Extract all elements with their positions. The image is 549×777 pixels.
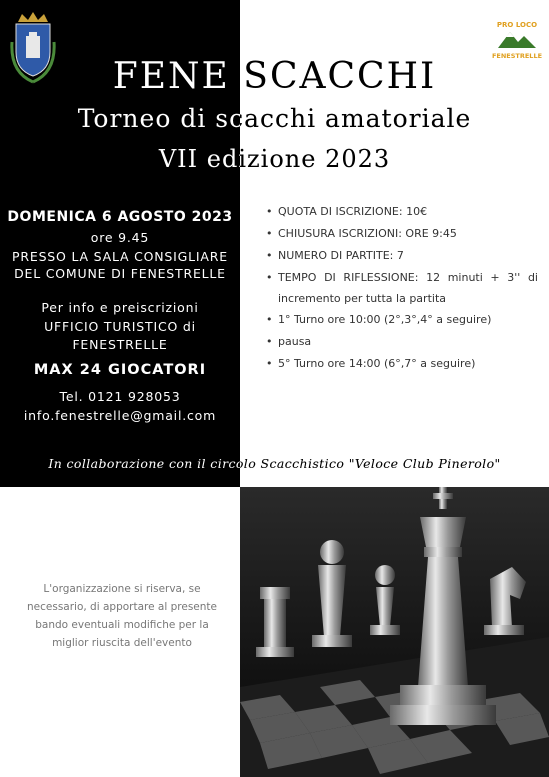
- collaboration-note: In collaborazione con il circolo Scacchistico "Veloce Club Pinerolo": [48, 456, 501, 471]
- pro-loco-top-text: PRO LOCO: [496, 21, 538, 29]
- rule-time: • TEMPO DI RIFLESSIONE: 12 minuti + 3'' di incremento per tutta la partita: [266, 267, 538, 309]
- chess-pieces-illustration: [240, 487, 549, 777]
- subtitle: Torneo di scacchi amatoriale: [77, 104, 472, 133]
- event-time: ore 9.45: [90, 230, 150, 245]
- tournament-rules-list: [266, 205, 538, 379]
- info-line2: UFFICIO TURISTICO di: [44, 319, 196, 334]
- disclaimer-line3: bando eventuali modifiche per la: [35, 619, 209, 631]
- email-address[interactable]: info.fenestrelle@gmail.com: [23, 408, 217, 423]
- max-players: MAX 24 GIOCATORI: [33, 362, 207, 378]
- chess-photo: [240, 487, 549, 777]
- disclaimer: [22, 580, 222, 652]
- rule-round-1: • 1° Turno ore 10:00 (2°,3°,4° a seguire): [266, 313, 538, 327]
- rule-fee: • QUOTA DI ISCRIZIONE: 10€: [266, 205, 538, 219]
- phone-number: Tel. 0121 928053: [59, 389, 181, 404]
- disclaimer-line1: L'organizzazione si riserva, se: [43, 583, 201, 595]
- info-line1: Per info e preiscrizioni: [41, 300, 199, 315]
- info-line3: FENESTRELLE: [72, 337, 168, 352]
- disclaimer-line2: necessario, di apportare al presente: [27, 601, 217, 613]
- pro-loco-bottom-text: FENESTRELLE: [492, 52, 542, 60]
- rule-pause: • pausa: [266, 335, 538, 349]
- event-place-line2: DEL COMUNE DI FENESTRELLE: [14, 266, 226, 281]
- rule-games: • NUMERO DI PARTITE: 7: [266, 249, 538, 263]
- event-place-line1: PRESSO LA SALA CONSIGLIARE: [12, 249, 228, 264]
- rule-round-5: • 5° Turno ore 14:00 (6°,7° a seguire): [266, 357, 538, 371]
- main-title: FENE SCACCHI: [112, 56, 437, 97]
- disclaimer-line4: miglior riuscita dell'evento: [52, 637, 192, 649]
- edition-title: VII edizione 2023: [158, 145, 391, 173]
- event-date: DOMENICA 6 AGOSTO 2023: [7, 209, 233, 225]
- rule-closing: • CHIUSURA ISCRIZIONI: ORE 9:45: [266, 227, 538, 241]
